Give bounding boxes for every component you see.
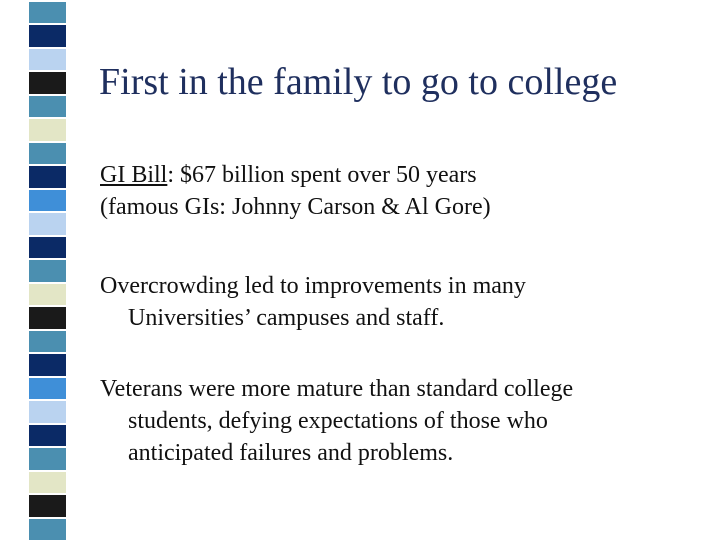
gi-bill-term: GI Bill [100, 162, 168, 188]
stripe-segment [29, 305, 66, 328]
overcrowding-line-1: Overcrowding led to improvements in many [100, 273, 526, 299]
stripe-segment [29, 141, 66, 164]
veterans-paragraph [100, 373, 690, 469]
stripe-segment [29, 117, 66, 140]
veterans-line-2: students, defying expectations of those who [128, 408, 548, 434]
stripe-segment [29, 329, 66, 352]
stripe-segment [29, 493, 66, 516]
decorative-stripe-bar [29, 0, 66, 540]
stripe-segment [29, 470, 66, 493]
stripe-segment [29, 164, 66, 187]
stripe-segment [29, 70, 66, 93]
stripe-segment [29, 0, 66, 23]
stripe-segment [29, 446, 66, 469]
stripe-segment [29, 517, 66, 540]
stripe-segment [29, 258, 66, 281]
overcrowding-paragraph [100, 270, 690, 334]
stripe-segment [29, 376, 66, 399]
stripe-segment [29, 399, 66, 422]
stripe-segment [29, 423, 66, 446]
gi-bill-paragraph [100, 159, 690, 223]
gi-bill-cost: : $67 billion spent over 50 years [167, 162, 477, 188]
stripe-segment [29, 235, 66, 258]
stripe-segment [29, 47, 66, 70]
veterans-line-1: Veterans were more mature than standard college [100, 376, 574, 402]
overcrowding-line-2: Universities’ campuses and staff. [128, 305, 445, 331]
stripe-segment [29, 23, 66, 46]
famous-gis-line: (famous GIs: Johnny Carson & Al Gore) [100, 194, 491, 220]
stripe-segment [29, 188, 66, 211]
slide-title: First in the family to go to college [99, 61, 618, 103]
stripe-segment [29, 211, 66, 234]
stripe-segment [29, 94, 66, 117]
veterans-line-3: anticipated failures and problems. [128, 440, 454, 466]
stripe-segment [29, 352, 66, 375]
stripe-segment [29, 282, 66, 305]
